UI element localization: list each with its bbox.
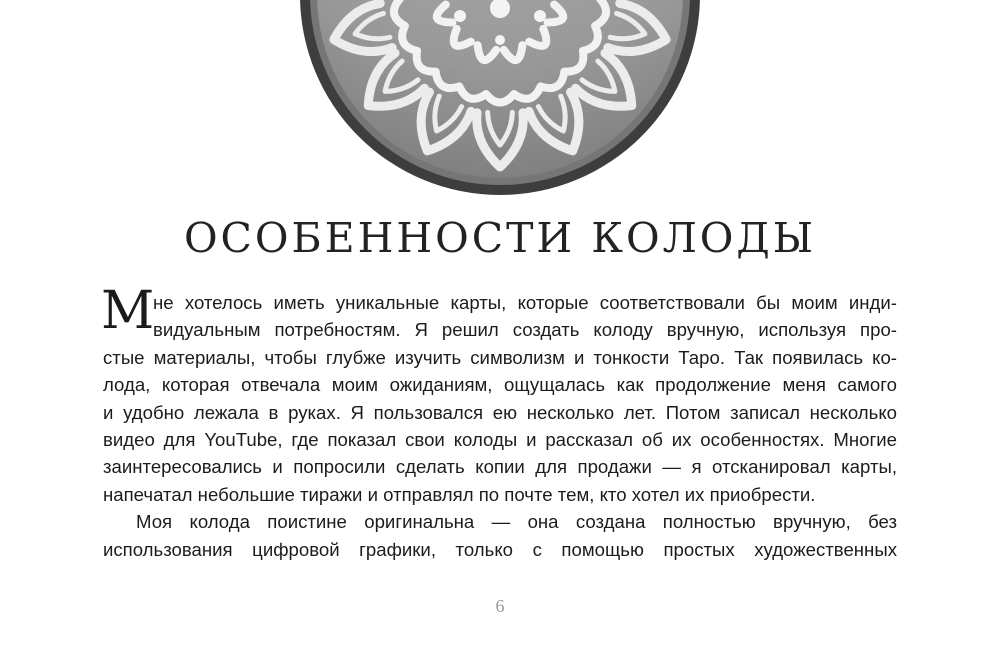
text-line: видео для YouTube, где показал свои колоды и рассказал об их особенностях. Многие — [103, 429, 897, 451]
text-line: напечатал небольшие тиражи и отправлял по почте тем, кто хотел их приобрести. — [103, 483, 816, 505]
body-text — [101, 281, 897, 563]
text-line: стые материалы, чтобы глубже изучить символизм и тонкости Таро. Так появилась ко- — [103, 346, 897, 368]
drop-cap: М — [101, 281, 155, 341]
text-line: заинтересовались и попросили сделать копии для продажи — я отсканировал карты, — [103, 456, 897, 478]
text-line-content: не хотелось иметь уникальные карты, которые соответствовали бы моим инди- — [153, 292, 897, 313]
mandala-dot — [495, 35, 505, 45]
text-line: Моя колода поистине оригинальна — она создана полностью вручную, без — [136, 511, 897, 533]
mandala-dot — [454, 10, 466, 22]
text-line: использования цифровой графики, только с помощью простых художественных — [103, 538, 897, 560]
text-line: видуальным потребностям. Я решил создать колоду вручную, используя про- — [153, 319, 897, 341]
page-title: ОСОБЕННОСТИ КОЛОДЫ — [183, 214, 817, 262]
mandala-illustration — [300, 0, 700, 200]
text-line: лода, которая отвечала моим ожиданиям, ощущалась как продолжение меня самого — [103, 374, 897, 396]
mandala-dot — [534, 10, 546, 22]
page-number: 6 — [495, 596, 505, 616]
text-line: и удобно лежала в руках. Я пользовался ею несколько лет. Потом записал несколько — [103, 401, 897, 423]
